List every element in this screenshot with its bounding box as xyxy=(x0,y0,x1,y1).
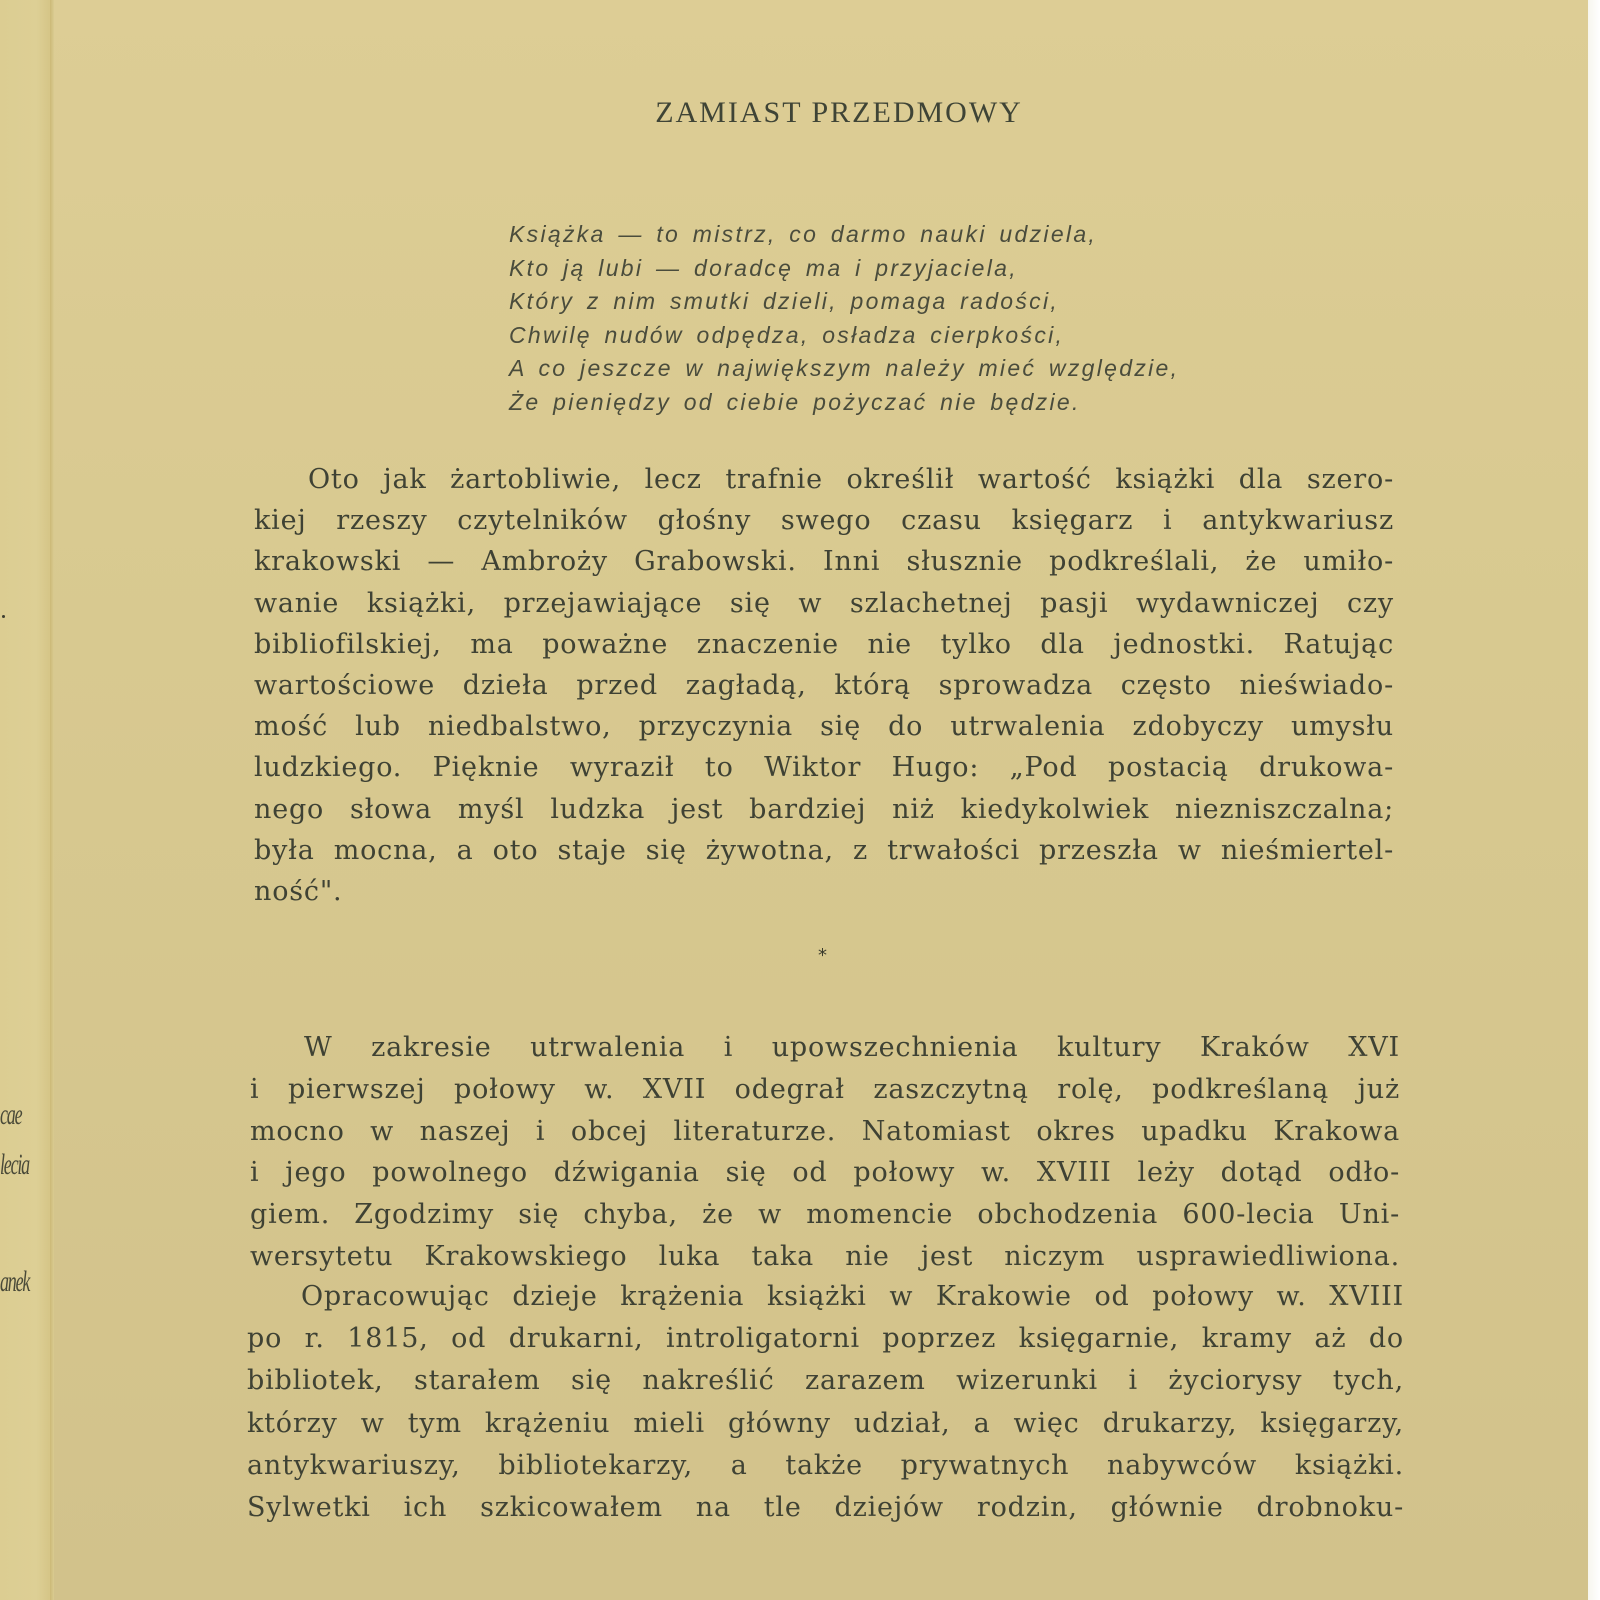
text-line: kiej rzeszy czytelników głośny swego czasu księgarz i antykwariusz xyxy=(254,505,1394,537)
poem-line: Chwilę nudów odpędza, osładza cierpkości, xyxy=(509,321,1065,348)
text-line: nego słowa myśl ludzka jest bardziej niż kiedykolwiek niezniszczalna; xyxy=(254,793,1394,825)
text-line: ludzkiego. Pięknie wyraził to Wiktor Hugo: „Pod postacią drukowa- xyxy=(254,752,1394,784)
poem-line: Który z nim smutki dzieli, pomaga radości, xyxy=(509,288,1060,315)
section-separator-asterisk: * xyxy=(818,945,827,966)
text-line: którzy w tym krążeniu mieli główny udział, a więc drukarzy, księgarzy, xyxy=(247,1407,1404,1439)
poem-line: Książka — to mistrz, co darmo nauki udziela, xyxy=(509,221,1098,247)
text-line: krakowski — Ambroży Grabowski. Inni słusznie podkreślali, że umiło- xyxy=(254,546,1394,578)
margin-mark xyxy=(2,615,5,618)
margin-fragment: cae xyxy=(0,1098,22,1131)
text-line: po r. 1815, od drukarni, introligatorni poprzez księgarnie, kramy aż do xyxy=(247,1323,1404,1355)
text-line: i jego powolnego dźwigania się od połowy w. XVIII leży dotąd odło- xyxy=(250,1157,1400,1189)
text-line: mocno w naszej i obcej literaturze. Natomiast okres upadku Krakowa xyxy=(250,1115,1400,1147)
text-line: wanie książki, przejawiające się w szlachetnej pasji wydawniczej czy xyxy=(254,587,1394,619)
page-title: ZAMIAST PRZEDMOWY xyxy=(655,96,1023,129)
text-line: Oto jak żartobliwie, lecz trafnie określił wartość książki dla szero- xyxy=(308,464,1394,495)
text-line: wersytetu Krakowskiego luka taka nie jest niczym usprawiedliwiona. xyxy=(250,1240,1400,1272)
left-page-edge xyxy=(0,0,52,1600)
paragraph-intro xyxy=(254,459,1394,912)
text-line: mość lub niedbalstwo, przyczynia się do utrwalenia zdobyczy umysłu xyxy=(254,711,1394,743)
paragraph-book-circulation xyxy=(247,1276,1404,1529)
text-line: bibliofilskiej, ma poważne znaczenie nie tylko dla jednostki. Ratując xyxy=(254,628,1394,660)
text-line: W zakresie utrwalenia i upowszechnienia kultury Kraków XVI xyxy=(304,1032,1400,1063)
text-line: była mocna, a oto staje się żywotna, z trwałości przeszła w nieśmiertel- xyxy=(254,834,1394,866)
page-edge-background xyxy=(1588,0,1600,1600)
text-line: giem. Zgodzimy się chyba, że w momencie obchodzenia 600-lecia Uni- xyxy=(250,1199,1400,1231)
text-line: i pierwszej połowy w. XVII odegrał zaszczytną rolę, podkreślaną już xyxy=(250,1073,1400,1105)
text-line: antykwariuszy, bibliotekarzy, a także prywatnych nabywców książki. xyxy=(247,1449,1404,1481)
book-page xyxy=(54,0,1590,1600)
margin-fragment: lecia xyxy=(0,1148,29,1181)
text-line: wartościowe dzieła przed zagładą, którą sprowadza często nieświado- xyxy=(254,670,1394,702)
text-line: Opracowując dzieje krążenia książki w Krakowie od połowy w. XVIII xyxy=(301,1281,1404,1312)
text-line: ność". xyxy=(254,876,343,908)
paragraph-krakow-culture xyxy=(250,1027,1400,1278)
epigraph-poem xyxy=(509,218,1179,420)
margin-fragment: anek xyxy=(0,1265,30,1298)
poem-line: A co jeszcze w największym należy mieć względzie, xyxy=(509,355,1180,382)
poem-line: Że pieniędzy od ciebie pożyczać nie będzie. xyxy=(509,388,1081,415)
poem-line: Kto ją lubi — doradcę ma i przyjaciela, xyxy=(509,254,1018,281)
text-line: bibliotek, starałem się nakreślić zarazem wizerunki i życiorysy tych, xyxy=(247,1365,1404,1397)
text-line: Sylwetki ich szkicowałem na tle dziejów rodzin, głównie drobnoku- xyxy=(247,1492,1404,1524)
